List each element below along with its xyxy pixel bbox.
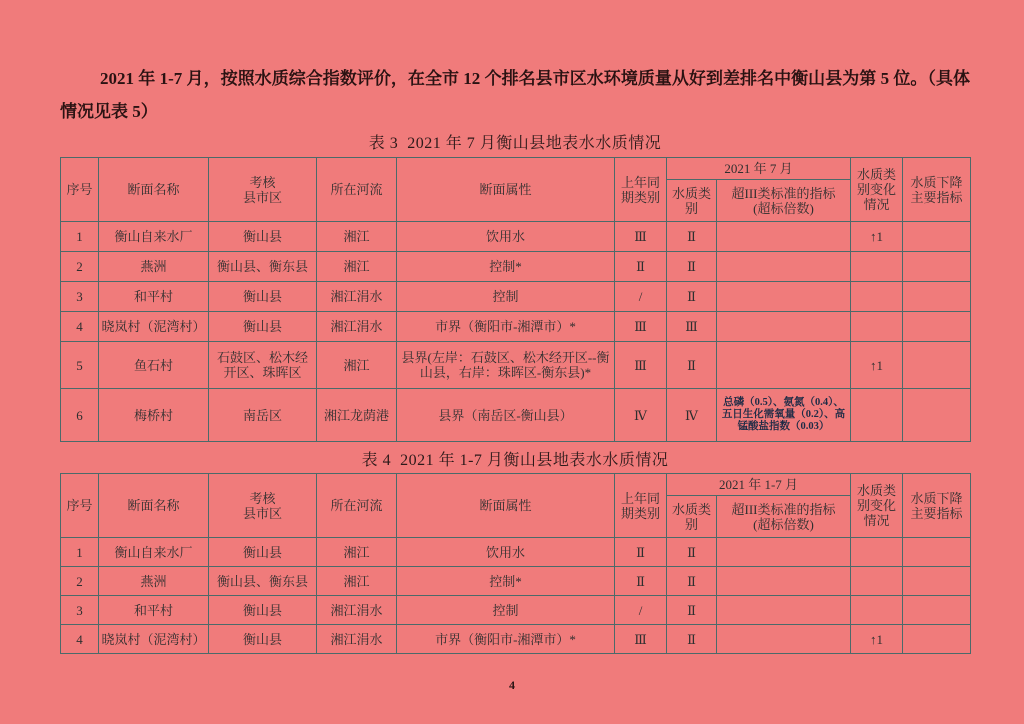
cell-change: ↑1 [851, 625, 903, 654]
cell-decline [903, 596, 971, 625]
cell-change [851, 538, 903, 567]
header-line: 别变化 [857, 182, 897, 197]
header-line: 主要指标 [910, 505, 963, 521]
header-exceed [717, 496, 851, 538]
intro-paragraph: 2021 年 1-7 月，按照水质综合指数评价，在全市 12 个排名县市区水环境质量从好到差排名中衡山县为第 5 位。（具体情况见表 5） [60, 69, 970, 121]
cell-prev-class: Ⅱ [615, 252, 667, 282]
header-name [99, 158, 209, 222]
cell-prev-class: Ⅲ [615, 625, 667, 654]
cell-river: 湘江 [317, 342, 397, 389]
cell-change [851, 252, 903, 282]
cell-exceed [717, 342, 851, 389]
table-row [61, 222, 971, 252]
header-prev [615, 474, 667, 538]
cell-class: Ⅳ [667, 389, 717, 442]
header-line: 超III类标准的指标 [731, 501, 836, 517]
header-line: 期类别 [620, 189, 660, 205]
cell-no: 4 [61, 625, 99, 654]
header-line: 上年同 [620, 174, 660, 190]
cell-section-name: 晓岚村（泥湾村） [99, 625, 209, 654]
header-line: 水质类 [856, 483, 896, 498]
header-line: 考核 [249, 174, 276, 190]
cell-prev-class: Ⅱ [615, 538, 667, 567]
cell-exceed [717, 538, 851, 567]
cell-class: Ⅱ [667, 342, 717, 389]
cell-change [851, 282, 903, 312]
cell-no: 2 [61, 252, 99, 282]
cell-exceed [717, 252, 851, 282]
table-row [61, 252, 971, 282]
cell-prev-class: Ⅲ [615, 222, 667, 252]
header-line: 2021 年 7 月 [724, 161, 793, 176]
cell-class: Ⅱ [667, 252, 717, 282]
cell-exceed [717, 312, 851, 342]
cell-attribute: 控制* [397, 567, 615, 596]
header-line: 断面名称 [127, 498, 180, 513]
cell-section-name: 燕洲 [99, 567, 209, 596]
cell-county: 石鼓区、松木经开区、珠晖区 [209, 342, 317, 389]
cell-decline [903, 252, 971, 282]
header-line: 县市区 [242, 505, 282, 521]
header-row [61, 474, 971, 496]
cell-river: 湘江涓水 [317, 312, 397, 342]
cell-river: 湘江 [317, 252, 397, 282]
header-cls [667, 180, 717, 222]
cell-exceed: 总磷（0.5）、氨氮（0.4）、五日生化需氧量（0.2）、高锰酸盐指数（0.03） [717, 389, 851, 442]
cell-river: 湘江涓水 [317, 282, 397, 312]
cell-section-name: 梅桥村 [99, 389, 209, 442]
header-prev [615, 158, 667, 222]
header-row [61, 158, 971, 180]
cell-attribute: 市界（衡阳市-湘潭市）* [397, 625, 615, 654]
cell-change [851, 567, 903, 596]
header-line: 水质下降 [910, 174, 963, 190]
cell-county: 衡山县 [209, 222, 317, 252]
cell-section-name: 鱼石村 [99, 342, 209, 389]
cell-river: 湘江涓水 [317, 596, 397, 625]
cell-river: 湘江 [317, 222, 397, 252]
header-attr [397, 158, 615, 222]
cell-attribute: 县界（南岳区-衡山县） [397, 389, 615, 442]
table-row [61, 342, 971, 389]
header-no [61, 474, 99, 538]
cell-section-name: 燕洲 [99, 252, 209, 282]
header-line: 断面名称 [127, 182, 180, 197]
table-row [61, 538, 971, 567]
header-line: (超标倍数) [753, 516, 814, 532]
cell-class: Ⅱ [667, 222, 717, 252]
table-row [61, 312, 971, 342]
cell-prev-class: Ⅲ [615, 342, 667, 389]
header-line: 水质类 [857, 167, 897, 182]
table-4-title: 表 4 2021 年 1-7 月衡山县地表水水质情况 [361, 452, 669, 469]
cell-decline [903, 389, 971, 442]
header-change [851, 158, 903, 222]
cell-river: 湘江龙荫港 [317, 389, 397, 442]
header-line: 别变化 [856, 498, 896, 513]
header-river [317, 158, 397, 222]
cell-county: 衡山县 [209, 625, 317, 654]
cell-change: ↑1 [851, 222, 903, 252]
cell-decline [903, 342, 971, 389]
cell-county: 衡山县、衡东县 [209, 252, 317, 282]
cell-prev-class: Ⅱ [615, 567, 667, 596]
table-3-title: 表 3 2021 年 7 月衡山县地表水水质情况 [368, 135, 662, 152]
cell-exceed [717, 596, 851, 625]
header-no [61, 158, 99, 222]
cell-change: ↑1 [851, 342, 903, 389]
cell-change [851, 389, 903, 442]
page-number: 4 [509, 678, 515, 692]
cell-attribute: 饮用水 [397, 538, 615, 567]
header-line: 县市区 [242, 189, 282, 205]
cell-change [851, 596, 903, 625]
cell-section-name: 晓岚村（泥湾村） [99, 312, 209, 342]
cell-section-name: 和平村 [99, 596, 209, 625]
cell-no: 3 [61, 282, 99, 312]
header-period [667, 158, 851, 180]
cell-attribute: 市界（衡阳市-湘潭市）* [397, 312, 615, 342]
cell-class: Ⅱ [667, 567, 717, 596]
cell-decline [903, 625, 971, 654]
cell-decline [903, 538, 971, 567]
cell-decline [903, 312, 971, 342]
header-line: 别 [684, 516, 698, 532]
header-line: 所在河流 [330, 498, 383, 513]
cell-decline [903, 567, 971, 596]
table-row [61, 282, 971, 312]
header-line: 所在河流 [330, 182, 383, 197]
cell-no: 1 [61, 222, 99, 252]
cell-prev-class: / [615, 282, 667, 312]
cell-change [851, 312, 903, 342]
cell-exceed [717, 567, 851, 596]
header-line: 考核 [249, 490, 276, 506]
cell-no: 4 [61, 312, 99, 342]
header-line: 2021 年 1-7 月 [718, 477, 799, 492]
table-row [61, 567, 971, 596]
header-line: 别 [684, 200, 698, 216]
cell-class: Ⅱ [667, 282, 717, 312]
header-line: 水质类 [671, 185, 711, 201]
table-row [61, 596, 971, 625]
cell-no: 2 [61, 567, 99, 596]
cell-no: 6 [61, 389, 99, 442]
table-3 [60, 157, 971, 442]
cell-river: 湘江涓水 [317, 625, 397, 654]
header-county [209, 474, 317, 538]
table-row [61, 389, 971, 442]
cell-attribute: 控制 [397, 282, 615, 312]
table-4 [60, 473, 971, 654]
header-cls [667, 496, 717, 538]
cell-no: 3 [61, 596, 99, 625]
cell-class: Ⅱ [667, 625, 717, 654]
cell-prev-class: Ⅳ [615, 389, 667, 442]
header-line: 断面属性 [479, 182, 532, 197]
cell-class: Ⅱ [667, 596, 717, 625]
cell-exceed [717, 282, 851, 312]
header-line: 水质类 [671, 501, 711, 517]
header-line: 上年同 [620, 490, 660, 506]
cell-river: 湘江 [317, 538, 397, 567]
header-line: 期类别 [620, 505, 660, 521]
cell-county: 南岳区 [209, 389, 317, 442]
cell-class: Ⅲ [667, 312, 717, 342]
cell-exceed [717, 625, 851, 654]
header-name [99, 474, 209, 538]
header-line: 水质下降 [910, 490, 963, 506]
table-row [61, 625, 971, 654]
header-line: 断面属性 [479, 498, 532, 513]
header-line: 情况 [863, 197, 890, 212]
header-line: 超III类标准的指标 [731, 185, 836, 201]
cell-attribute: 县界(左岸：石鼓区、松木经开区--衡山县，右岸：珠晖区-衡东县)* [397, 342, 615, 389]
cell-county: 衡山县、衡东县 [209, 567, 317, 596]
cell-river: 湘江 [317, 567, 397, 596]
cell-decline [903, 282, 971, 312]
cell-exceed [717, 222, 851, 252]
cell-county: 衡山县 [209, 538, 317, 567]
header-line: (超标倍数) [753, 200, 814, 216]
cell-no: 1 [61, 538, 99, 567]
header-line: 序号 [66, 498, 93, 513]
cell-section-name: 衡山自来水厂 [99, 538, 209, 567]
header-line: 情况 [863, 513, 890, 528]
cell-attribute: 控制* [397, 252, 615, 282]
cell-attribute: 控制 [397, 596, 615, 625]
cell-prev-class: Ⅲ [615, 312, 667, 342]
cell-attribute: 饮用水 [397, 222, 615, 252]
header-exceed [717, 180, 851, 222]
cell-county: 衡山县 [209, 312, 317, 342]
header-river [317, 474, 397, 538]
header-line: 主要指标 [910, 189, 963, 205]
header-line: 序号 [66, 182, 93, 197]
header-decline [903, 158, 971, 222]
cell-no: 5 [61, 342, 99, 389]
cell-county: 衡山县 [209, 596, 317, 625]
cell-decline [903, 222, 971, 252]
header-attr [397, 474, 615, 538]
header-county [209, 158, 317, 222]
cell-prev-class: / [615, 596, 667, 625]
header-decline [903, 474, 971, 538]
cell-section-name: 衡山自来水厂 [99, 222, 209, 252]
header-change [851, 474, 903, 538]
cell-county: 衡山县 [209, 282, 317, 312]
cell-class: Ⅱ [667, 538, 717, 567]
header-period [667, 474, 851, 496]
cell-section-name: 和平村 [99, 282, 209, 312]
